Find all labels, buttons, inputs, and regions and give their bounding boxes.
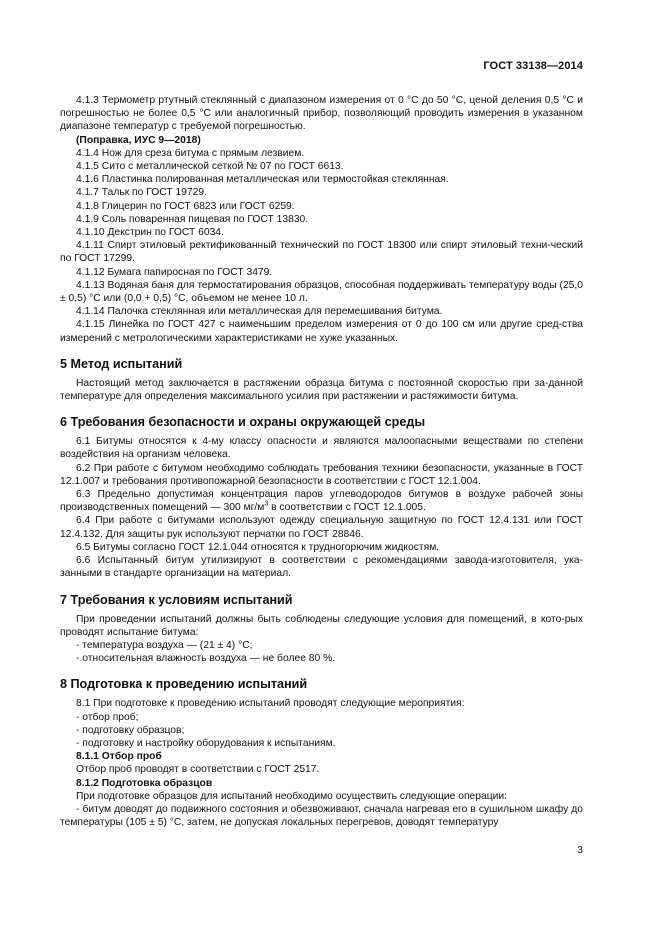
clause-4-1-15: 4.1.15 Линейка по ГОСТ 427 с наименьшим пределом измерения от 0 до 100 см или другие сред-ства измерений с метрологическими характеристиками не хуже указанных. bbox=[60, 319, 583, 344]
clause-4-1-6: 4.1.6 Пластинка полированная металлическая или термостойкая стеклянная. bbox=[76, 174, 449, 186]
clause-6-3 bbox=[60, 488, 583, 514]
section-7-heading: 7 Требования к условиям испытаний bbox=[60, 592, 293, 607]
clause-4-1-11: 4.1.11 Спирт этиловый ректификованный технический по ГОСТ 18300 или спирт этиловый техни-ческий по ГОСТ 17299. bbox=[60, 240, 583, 265]
clause-8-1-2: При подготовке образцов для испытаний необходимо осуществить следующие операции: bbox=[76, 790, 507, 802]
clause-6-6: 6.6 Испытанный битум утилизируют в соответствии с рекомендациями завода-изготовителя, ука-занными в стандарте организации на материал. bbox=[60, 555, 583, 580]
clause-6-3-tail: в соответствии с ГОСТ 12.1.005. bbox=[268, 502, 426, 514]
clause-4-1-14: 4.1.14 Палочка стеклянная или металлическая для перемешивания битума. bbox=[76, 306, 443, 318]
section-7-text: При проведении испытаний должны быть соблюдены следующие условия для помещений, в кото-рых проводят испытание битума: bbox=[60, 613, 583, 638]
clause-6-3-text: 6.3 Предельно допустимая концентрация паров углеводородов битумов в воздухе рабочей зоны производственных помещений — 300 мг/м bbox=[60, 489, 583, 514]
clause-4-1-7: 4.1.7 Тальк по ГОСТ 19729. bbox=[76, 187, 207, 199]
section-5-text: Настоящий метод заключается в растяжении образца битума с постоянной скоростью при за-данной температуре для определения максимального усилия при растяжении и растяжимости битума. bbox=[60, 377, 583, 403]
clause-6-3-superscript: 3 bbox=[264, 500, 269, 508]
clause-8-1: 8.1 При подготовке к проведению испытаний проводят следующие мероприятия: bbox=[76, 698, 465, 710]
clause-4-1-10: 4.1.10 Декстрин по ГОСТ 6034. bbox=[76, 227, 224, 239]
clause-4-1-9: 4.1.9 Соль поваренная пищевая по ГОСТ 13830. bbox=[76, 213, 309, 225]
clause-6-2: 6.2 При работе с битумом необходимо соблюдать требования техники безопасности, указанные в ГОСТ 12.1.007 и требования противопожарной безопасности в соответствии с ГОСТ 12.1.004. bbox=[60, 462, 583, 487]
condition-temperature: - температура воздуха — (21 ± 4) °C; bbox=[76, 639, 253, 651]
section-5-heading: 5 Метод испытаний bbox=[60, 356, 183, 371]
clause-8-1-2-operation: - битум доводят до подвижного состояния и обезвоживают, сначала нагревая его в сушильном шкафу до температуры (105 ± 5) °C, затем, не допуская локальных перегревов, доводят температуру bbox=[60, 803, 583, 829]
subsection-8-1-2-heading: 8.1.2 Подготовка образцов bbox=[76, 777, 213, 789]
document-body bbox=[60, 94, 583, 829]
subsection-8-1-1-heading: 8.1.1 Отбор проб bbox=[76, 751, 162, 763]
page-number: 3 bbox=[577, 844, 583, 856]
section-6-heading: 6 Требования безопасности и охраны окружающей среды bbox=[60, 415, 426, 430]
clause-8-1-1: Отбор проб проводят в соответствии с ГОСТ 2517. bbox=[76, 764, 320, 776]
list-item-sampling: - отбор проб; bbox=[76, 711, 139, 723]
clause-6-4: 6.4 При работе с битумами используют одежду специальную защитную по ГОСТ 12.4.131 или ГОСТ 12.4.132. Для защиты рук используют перчатки по ГОСТ 28846. bbox=[60, 515, 583, 540]
clause-4-1-12: 4.1.12 Бумага папиросная по ГОСТ 3479. bbox=[76, 266, 273, 278]
clause-4-1-3: 4.1.3 Термометр ртутный стеклянный с диапазоном измерения от 0 °C до 50 °C, ценой деления 0,5 °C и погрешностью не более 0,5 °C или аналогичный прибор, позволяющий проводить измерения в указанном диапазоне температур с требуемой погрешностью. bbox=[60, 95, 583, 133]
list-item-sample-prep: - подготовку образцов; bbox=[76, 724, 185, 736]
clause-4-1-13: 4.1.13 Водяная баня для термостатирования образцов, способная поддерживать температуру воды (25,0 ± 0,5) °C или (0,0 + 0,5) °C, объемом не менее 10 л. bbox=[60, 279, 583, 305]
clause-4-1-5: 4.1.5 Сито с металлической сеткой № 07 по ГОСТ 6613. bbox=[76, 161, 344, 173]
list-item-equipment-setup: - подготовку и настройку оборудования к испытаниям. bbox=[76, 737, 336, 749]
clause-6-1: 6.1 Битумы относятся к 4-му классу опасности и являются малоопасными веществами по степени воздействия на организм человека. bbox=[60, 436, 583, 461]
amendment-note: (Поправка, ИУС 9—2018) bbox=[76, 134, 201, 146]
clause-4-1-4: 4.1.4 Нож для среза битума с прямым лезвием. bbox=[76, 147, 305, 159]
clause-6-5: 6.5 Битумы согласно ГОСТ 12.1.044 относятся к трудногорючим жидкостям. bbox=[76, 541, 440, 553]
clause-4-1-8: 4.1.8 Глицерин по ГОСТ 6823 или ГОСТ 6259. bbox=[76, 200, 295, 212]
document-header: ГОСТ 33138—2014 bbox=[483, 60, 583, 72]
condition-humidity: - относительная влажность воздуха — не более 80 %. bbox=[76, 653, 336, 665]
section-8-heading: 8 Подготовка к проведению испытаний bbox=[60, 677, 308, 692]
